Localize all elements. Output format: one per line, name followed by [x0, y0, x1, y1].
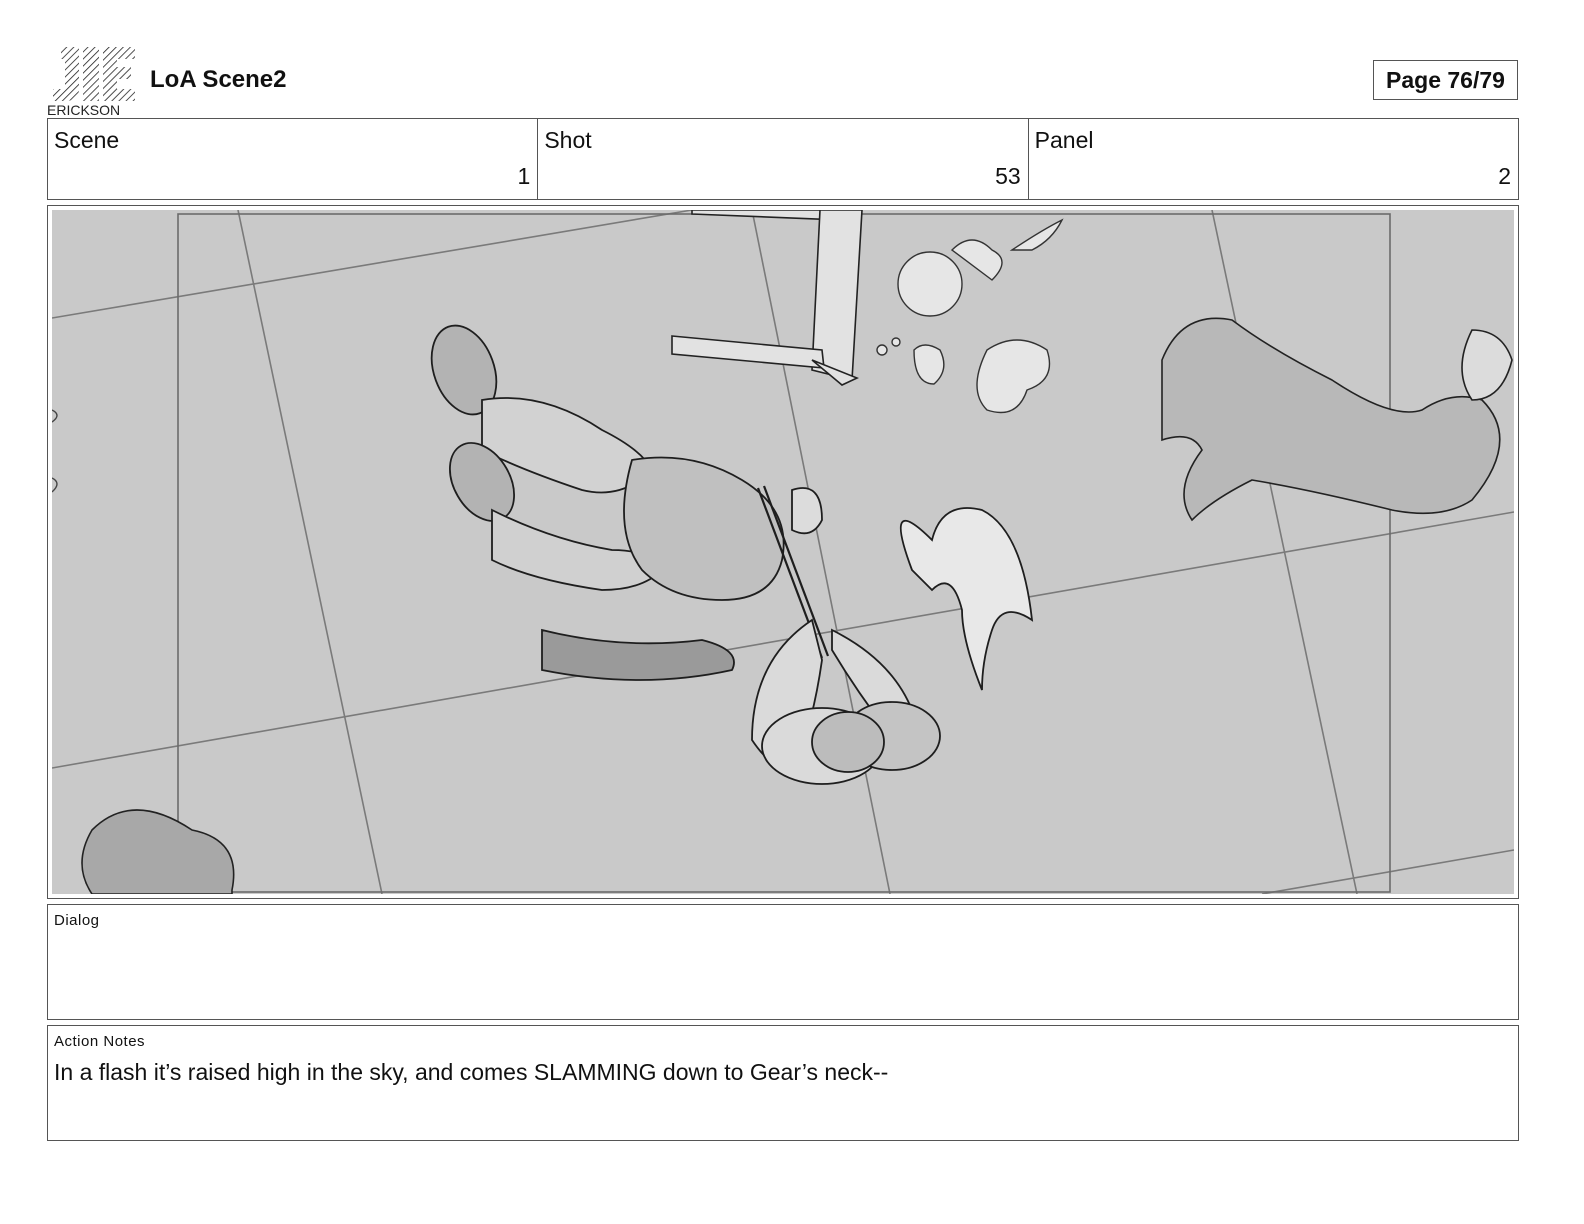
company-logo	[47, 45, 137, 117]
shot-label: Shot	[544, 127, 592, 153]
scene-label: Scene	[54, 127, 120, 153]
storyboard-panel	[47, 205, 1519, 899]
panel-label: Panel	[1034, 127, 1094, 153]
logo-text: ERICKSON	[47, 102, 121, 117]
shot-value: 53	[995, 163, 1021, 189]
dialog-label: Dialog	[54, 912, 100, 929]
page-number: Page 76/79	[1373, 60, 1518, 100]
shot-cell	[538, 119, 1028, 199]
action-notes-box	[47, 1025, 1519, 1141]
dialog-box	[47, 904, 1519, 1020]
scene-cell	[48, 119, 538, 199]
panel-value: 2	[1498, 163, 1511, 189]
action-notes-text: In a flash it’s raised high in the sky, and comes SLAMMING down to Gear’s neck--	[54, 1059, 889, 1085]
document-title: LoA Scene2	[150, 66, 287, 93]
action-notes-label: Action Notes	[54, 1033, 146, 1050]
scene-value: 1	[517, 163, 531, 189]
panel-cell	[1029, 119, 1518, 199]
storyboard-sketch	[52, 210, 1514, 894]
shot-info-table	[47, 118, 1519, 200]
